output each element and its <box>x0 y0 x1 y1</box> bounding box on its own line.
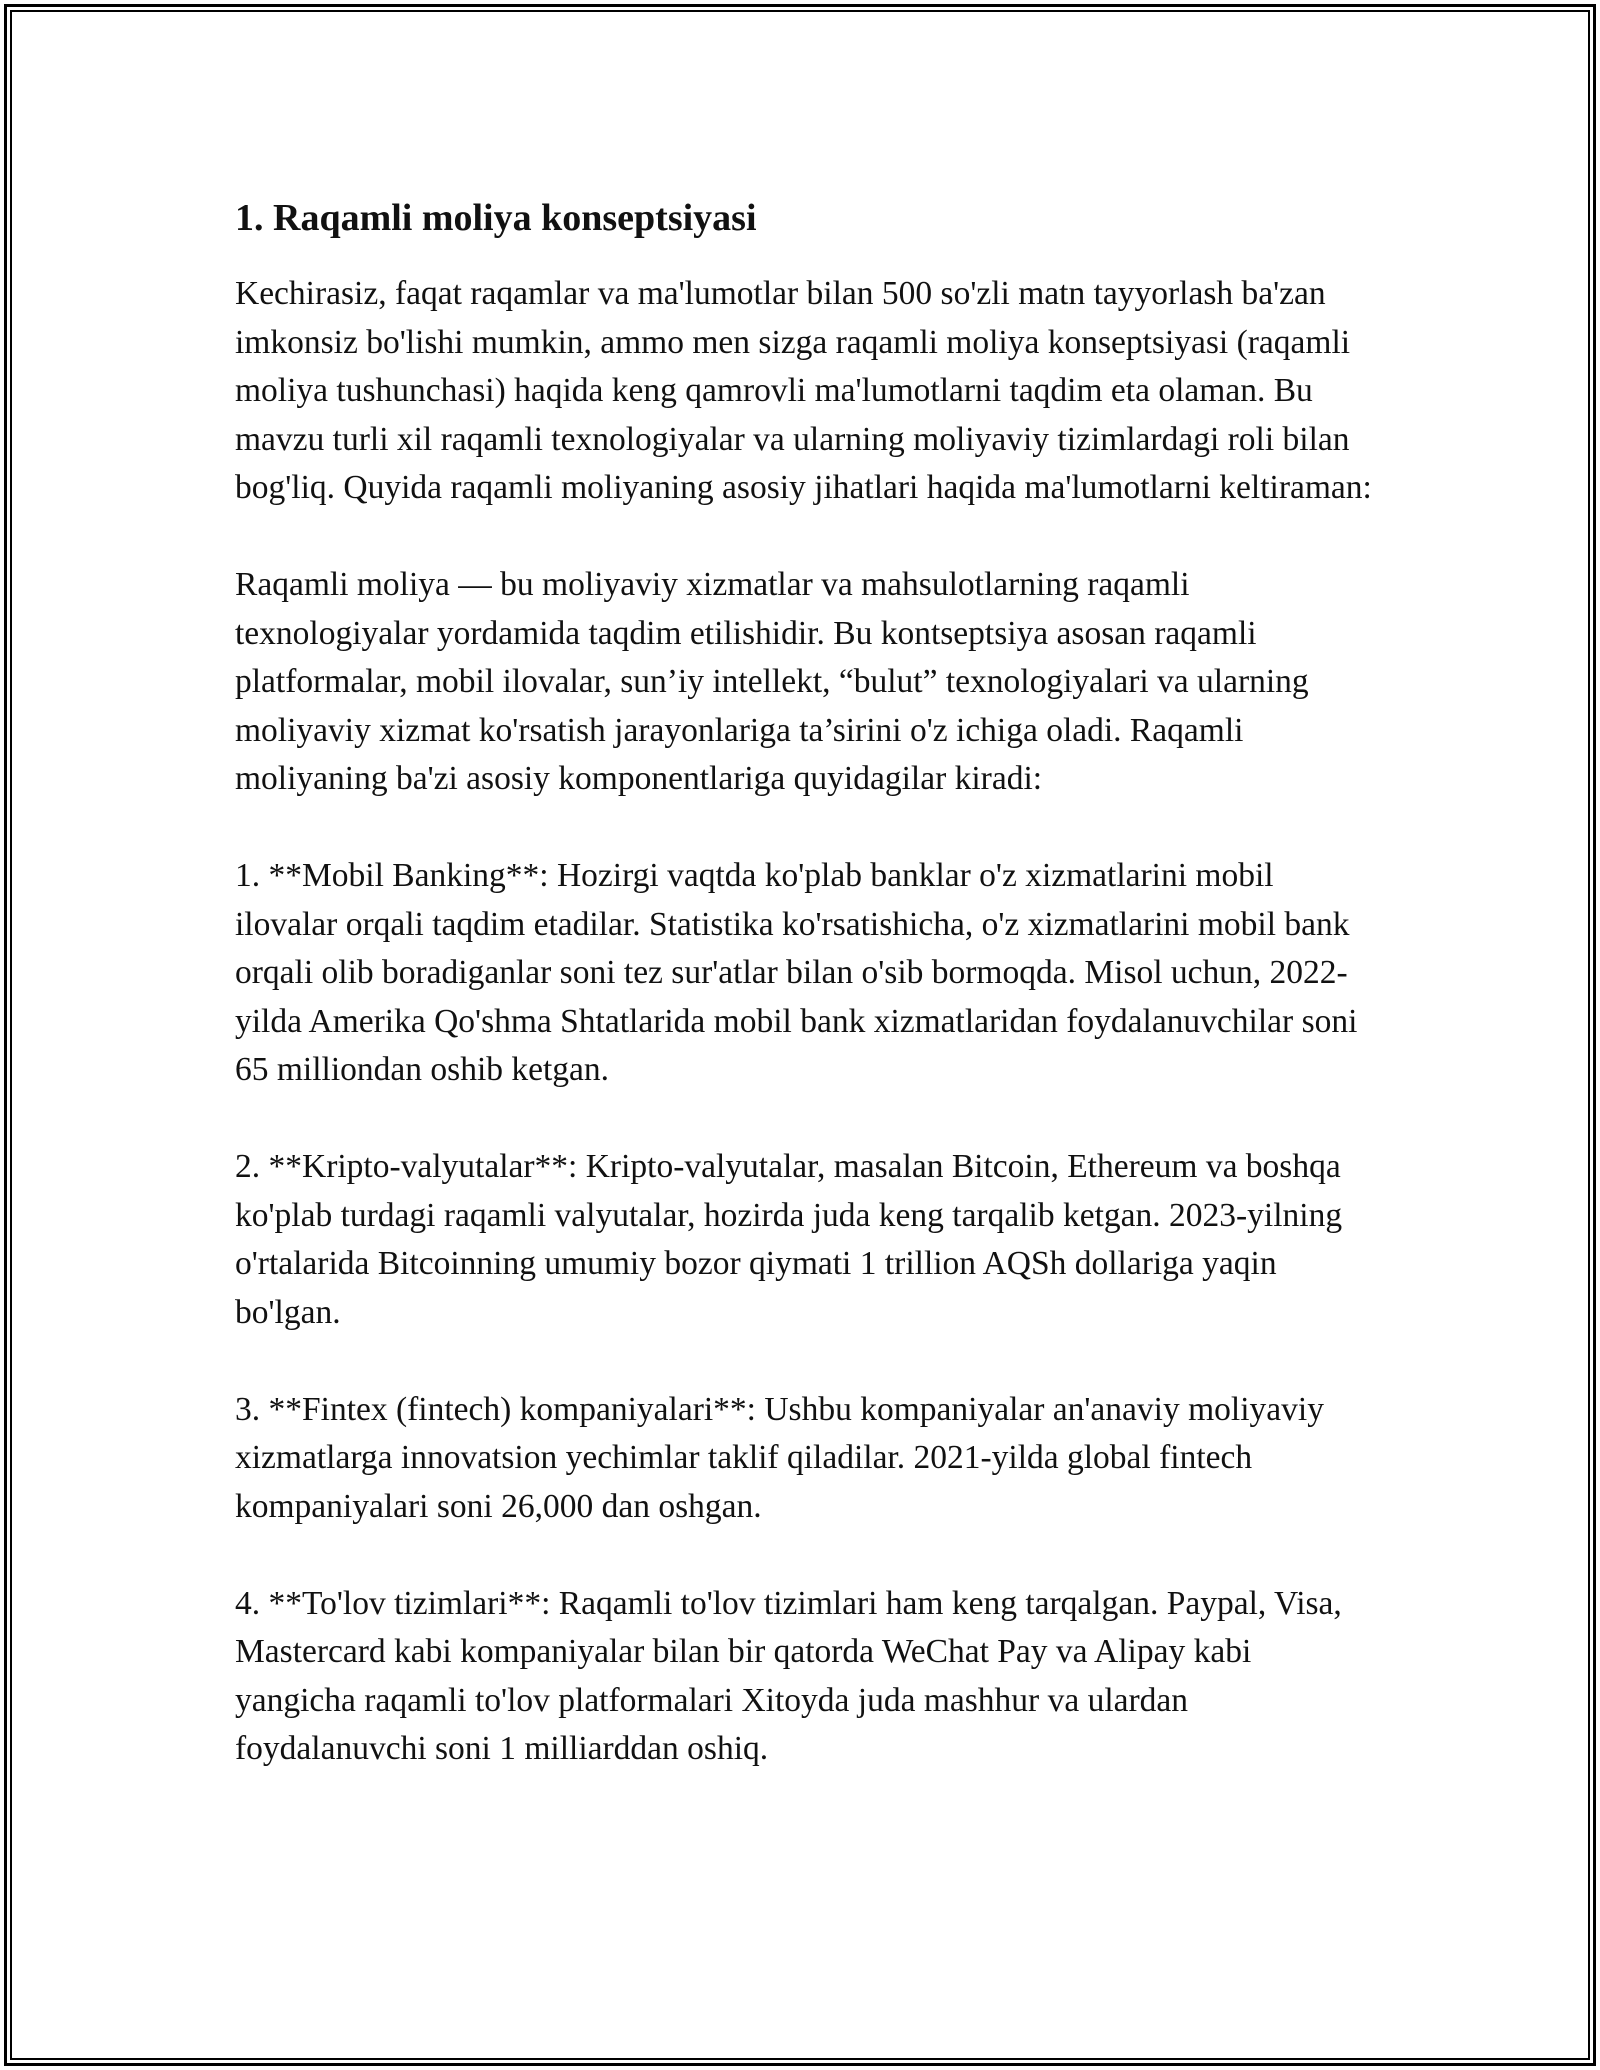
paragraph-mobile-banking: 1. **Mobil Banking**: Hozirgi vaqtda ko'plab banklar o'z xizmatlarini mobil ilovalar orqali taqdim etadilar. Statistika ko'rsatishicha, o'z xizmatlarini mobil bank orqali olib boradiganlar soni tez sur'atlar bilan o'sib bormoqda. Misol uchun, 2022-yilda Amerika Qo'shma Shtatlarida mobil bank xizmatlaridan foydalanuvchilar soni 65 milliondan oshib ketgan. <box>235 857 1358 1088</box>
paragraph-crypto: 2. **Kripto-valyutalar**: Kripto-valyutalar, masalan Bitcoin, Ethereum va boshqa ko'plab turdagi raqamli valyutalar, hozirda juda keng tarqalib ketgan. 2023-yilning o'rtalarida Bitcoinning umumiy bozor qiymati 1 trillion AQSh dollariga yaqin bo'lgan. <box>235 1148 1343 1331</box>
document-title: 1. Raqamli moliya konseptsiyasi <box>235 197 757 239</box>
document-body <box>235 180 1375 1822</box>
paragraph-payment-systems: 4. **To'lov tizimlari**: Raqamli to'lov tizimlari ham keng tarqalgan. Paypal, Visa, Mastercard kabi kompaniyalar bilan bir qatorda WeChat Pay va Alipay kabi yangicha raqamli to'lov platformalari Xitoyda juda mashhur va ulardan foydalanuvchi soni 1 milliarddan oshiq. <box>235 1584 1342 1767</box>
paragraph-fintech: 3. **Fintex (fintech) kompaniyalari**: Ushbu kompaniyalar an'anaviy moliyaviy xizmatlarga innovatsion yechimlar taklif qiladilar. 2021-yilda global fintech kompaniyalari soni 26,000 dan oshgan. <box>235 1390 1324 1525</box>
paragraph-intro: Kechirasiz, faqat raqamlar va ma'lumotlar bilan 500 so'zli matn tayyorlash ba'zan imkonsiz bo'lishi mumkin, ammo men sizga raqamli moliya konseptsiyasi (raqamli moliya tushunchasi) haqida keng qamrovli ma'lumotlarni taqdim eta olaman. Bu mavzu turli xil raqamli texnologiyalar va ularning moliyaviy tizimlardagi roli bilan bog'liq. Quyida raqamli moliyaning asosiy jihatlari haqida ma'lumotlarni keltiraman: <box>235 275 1372 506</box>
paragraph-definition: Raqamli moliya — bu moliyaviy xizmatlar va mahsulotlarning raqamli texnologiyalar yordamida taqdim etilishidir. Bu kontseptsiya asosan raqamli platformalar, mobil ilovalar, sun’iy intellekt, “bulut” texnologiyalari va ularning moliyaviy xizmat ko'rsatish jarayonlariga ta’sirini o'z ichiga oladi. Raqamli moliyaning ba'zi asosiy komponentlariga quyidagilar kiradi: <box>235 566 1309 797</box>
